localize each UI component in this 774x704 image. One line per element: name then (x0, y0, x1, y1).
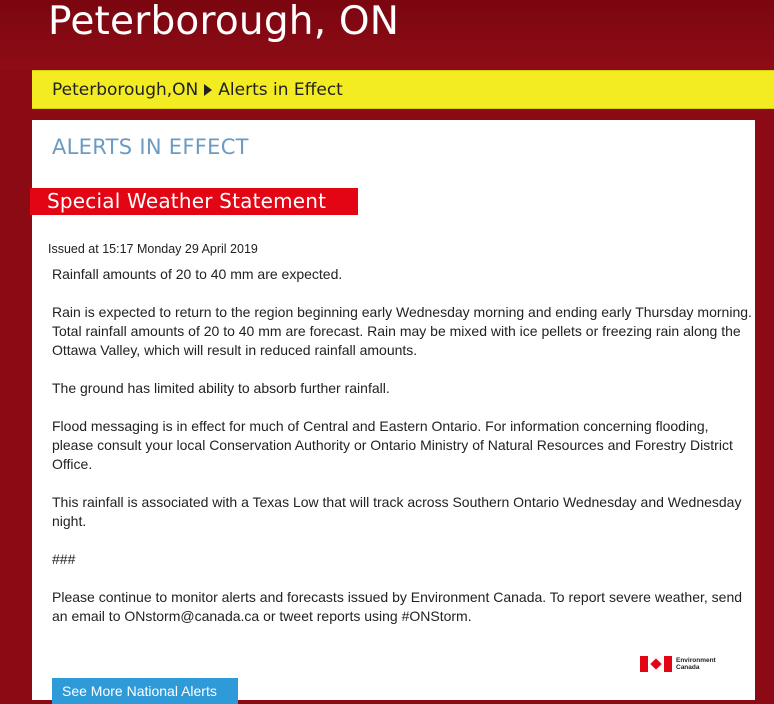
logo-wordmark: Environment Canada (676, 657, 716, 671)
statement-paragraph: Please continue to monitor alerts and forecasts issued by Environment Canada. To report severe weather, send an email to ONstorm@canada.ca or tweet reports using #ONStorm. (52, 589, 743, 624)
breadcrumb-location-link[interactable]: Peterborough,ON (52, 79, 199, 100)
page-title: Peterborough, ON (48, 0, 400, 44)
statement-paragraph: The ground has limited ability to absorb further rainfall. (52, 380, 390, 396)
special-weather-statement-banner: Special Weather Statement (30, 188, 358, 215)
statement-paragraph: This rainfall is associated with a Texas Low that will track across Southern Ontario Wednesday and Wednesday night. (52, 494, 742, 529)
breadcrumb-arrow-icon (204, 84, 212, 96)
canada-flag-icon (640, 656, 672, 672)
statement-paragraph: ### (52, 551, 76, 567)
breadcrumb-current: Alerts in Effect (218, 79, 343, 100)
breadcrumb (32, 70, 774, 109)
main-content (32, 120, 755, 700)
statement-paragraph: Flood messaging is in effect for much of Central and Eastern Ontario. For information concerning flooding, please consult your local Conservation Authority or Ontario Ministry of Natural Resources and Forestry District Office. (52, 418, 733, 472)
statement-paragraph: Rainfall amounts of 20 to 40 mm are expected. (52, 266, 343, 282)
statement-body (52, 265, 752, 645)
see-more-national-alerts-button[interactable]: See More National Alerts (52, 678, 238, 704)
issued-timestamp: Issued at 15:17 Monday 29 April 2019 (48, 242, 258, 256)
environment-canada-logo (640, 656, 716, 672)
statement-paragraph: Rain is expected to return to the region beginning early Wednesday morning and ending early Thursday morning. Total rainfall amounts of 20 to 40 mm are forecast. Rain may be mixed with ice pellets or freezing rain along the Ottawa Valley, which will result in reduced rainfall amounts. (52, 304, 752, 358)
alerts-heading: ALERTS IN EFFECT (52, 135, 249, 159)
